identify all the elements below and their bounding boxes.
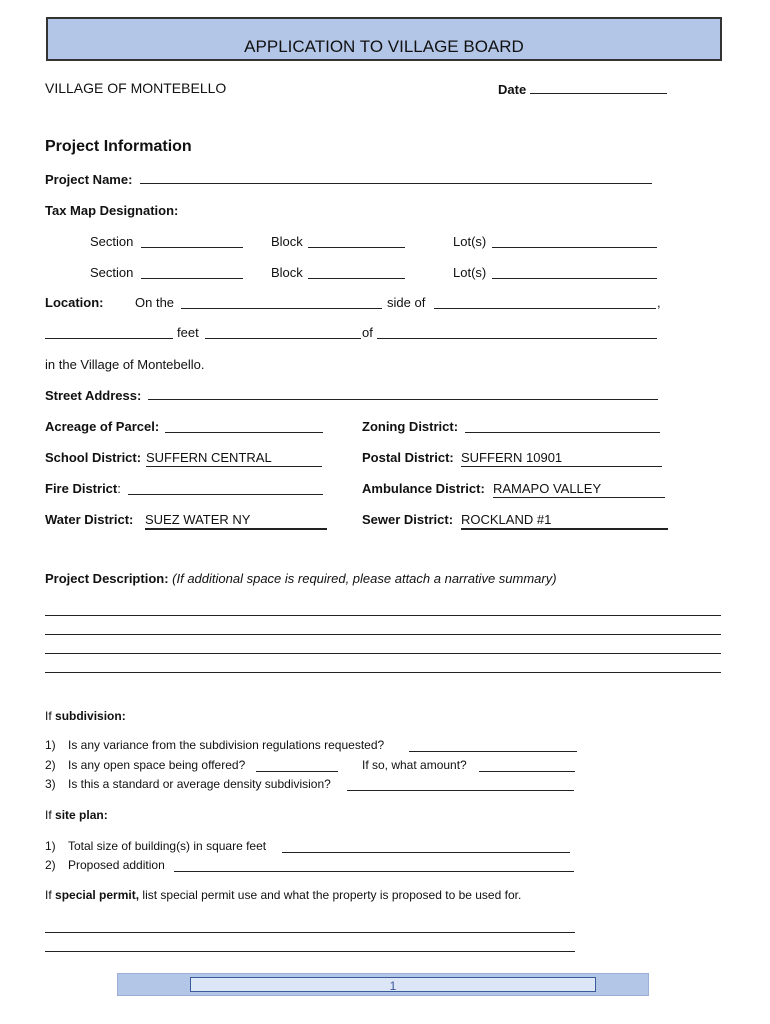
site-q1-text: Total size of building(s) in square feet xyxy=(68,839,267,853)
lots-label-2: Lot(s) xyxy=(453,265,487,280)
description-line-3[interactable] xyxy=(45,653,721,654)
special-permit-text: list special permit use and what the property is proposed to be used for. xyxy=(142,888,522,902)
sub-q3-field[interactable] xyxy=(347,779,574,791)
site-q1-num: 1) xyxy=(45,839,56,853)
fire-label-row xyxy=(45,481,121,496)
school-value: SUFFERN CENTRAL xyxy=(146,450,272,465)
sub-q2-text: Is any open space being offered? xyxy=(68,758,246,772)
side-of-text: side of xyxy=(387,295,426,310)
description-line-4[interactable] xyxy=(45,672,721,673)
sub-q2-field[interactable] xyxy=(256,760,338,772)
project-name-row xyxy=(45,172,652,187)
project-info-heading: Project Information xyxy=(45,138,192,155)
section-label-1: Section xyxy=(90,234,134,249)
site-q2-text: Proposed addition xyxy=(68,858,165,872)
subdivision-word: subdivision: xyxy=(55,709,126,723)
description-line-1[interactable] xyxy=(45,615,721,616)
fire-colon: : xyxy=(117,481,121,496)
special-permit-line-1[interactable] xyxy=(45,932,575,933)
page-number-box xyxy=(190,977,596,992)
sub-q3-text: Is this a standard or average density subdivision? xyxy=(68,777,331,791)
ambulance-label: Ambulance District: xyxy=(362,481,485,496)
sub-q1-num: 1) xyxy=(45,738,56,752)
block-field-1[interactable] xyxy=(308,236,405,248)
page-footer-bar xyxy=(117,973,649,996)
of-text: of xyxy=(362,325,373,340)
date-row xyxy=(498,82,667,97)
feet-distance-field[interactable] xyxy=(45,327,173,339)
lots-label-1: Lot(s) xyxy=(453,234,487,249)
date-field[interactable] xyxy=(530,82,667,94)
school-label: School District: xyxy=(45,450,142,465)
water-label: Water District: xyxy=(45,512,134,527)
sub-q3-num: 3) xyxy=(45,777,56,791)
school-field[interactable] xyxy=(146,450,322,467)
description-label: Project Description: xyxy=(45,571,169,586)
sub-q2b-text: If so, what amount? xyxy=(362,758,467,772)
fire-field[interactable] xyxy=(128,483,323,495)
postal-label: Postal District: xyxy=(362,450,454,465)
block-label-1: Block xyxy=(271,234,303,249)
page-number: 1 xyxy=(389,979,397,993)
sub-q1-field[interactable] xyxy=(409,740,577,752)
if-word-special-permit: If xyxy=(45,888,52,902)
special-permit-row xyxy=(45,888,521,902)
sub-q2b-field[interactable] xyxy=(479,760,575,772)
location-label: Location: xyxy=(45,295,104,310)
site-plan-word: site plan: xyxy=(55,808,108,822)
section-label-2: Section xyxy=(90,265,134,280)
date-label: Date xyxy=(498,82,527,97)
if-word-subdivision: If xyxy=(45,709,52,723)
if-word-site-plan: If xyxy=(45,808,52,822)
zoning-label: Zoning District: xyxy=(362,419,459,434)
zoning-field[interactable] xyxy=(465,421,660,433)
village-name: VILLAGE OF MONTEBELLO xyxy=(45,80,227,96)
description-note: (If additional space is required, please attach a narrative summary) xyxy=(172,571,557,586)
location-street-field[interactable] xyxy=(434,297,656,309)
site-q1-field[interactable] xyxy=(282,841,570,853)
lots-field-1[interactable] xyxy=(492,236,657,248)
special-permit-line-2[interactable] xyxy=(45,951,575,952)
in-village-text: in the Village of Montebello. xyxy=(45,357,205,372)
location-comma: , xyxy=(657,295,661,310)
sub-q2-num: 2) xyxy=(45,758,56,772)
sub-q1-text: Is any variance from the subdivision regulations requested? xyxy=(68,738,385,752)
site-q2-num: 2) xyxy=(45,858,56,872)
ambulance-value: RAMAPO VALLEY xyxy=(493,481,602,496)
water-value: SUEZ WATER NY xyxy=(145,512,251,527)
tax-map-label: Tax Map Designation: xyxy=(45,203,179,218)
fire-label: Fire District xyxy=(45,481,118,496)
project-name-label: Project Name: xyxy=(45,172,133,187)
of-street-field[interactable] xyxy=(377,327,657,339)
sewer-field[interactable] xyxy=(461,512,668,530)
special-permit-word: special permit, xyxy=(55,888,140,902)
block-label-2: Block xyxy=(271,265,303,280)
block-field-2[interactable] xyxy=(308,267,405,279)
subdivision-heading xyxy=(45,709,126,723)
site-plan-heading xyxy=(45,808,108,822)
acreage-label: Acreage of Parcel: xyxy=(45,419,160,434)
feet-direction-field[interactable] xyxy=(205,327,361,339)
postal-value: SUFFERN 10901 xyxy=(461,450,563,465)
description-line-2[interactable] xyxy=(45,634,721,635)
street-address-label: Street Address: xyxy=(45,388,142,403)
sewer-value: ROCKLAND #1 xyxy=(461,512,552,527)
sewer-label: Sewer District: xyxy=(362,512,454,527)
lots-field-2[interactable] xyxy=(492,267,657,279)
street-address-field[interactable] xyxy=(148,388,658,400)
street-address-row xyxy=(45,388,658,403)
acreage-field[interactable] xyxy=(165,421,323,433)
section-field-2[interactable] xyxy=(141,267,243,279)
on-the-text: On the xyxy=(135,295,175,310)
site-q2-field[interactable] xyxy=(174,860,574,872)
feet-text: feet xyxy=(177,325,199,340)
description-row xyxy=(45,571,557,586)
ambulance-field[interactable] xyxy=(493,481,665,498)
project-name-field[interactable] xyxy=(140,172,652,184)
postal-field[interactable] xyxy=(461,450,662,467)
form-title-text: APPLICATION TO VILLAGE BOARD xyxy=(244,37,524,56)
water-field[interactable] xyxy=(145,512,327,530)
section-field-1[interactable] xyxy=(141,236,243,248)
form-title xyxy=(46,17,722,61)
location-direction-field[interactable] xyxy=(181,297,382,309)
